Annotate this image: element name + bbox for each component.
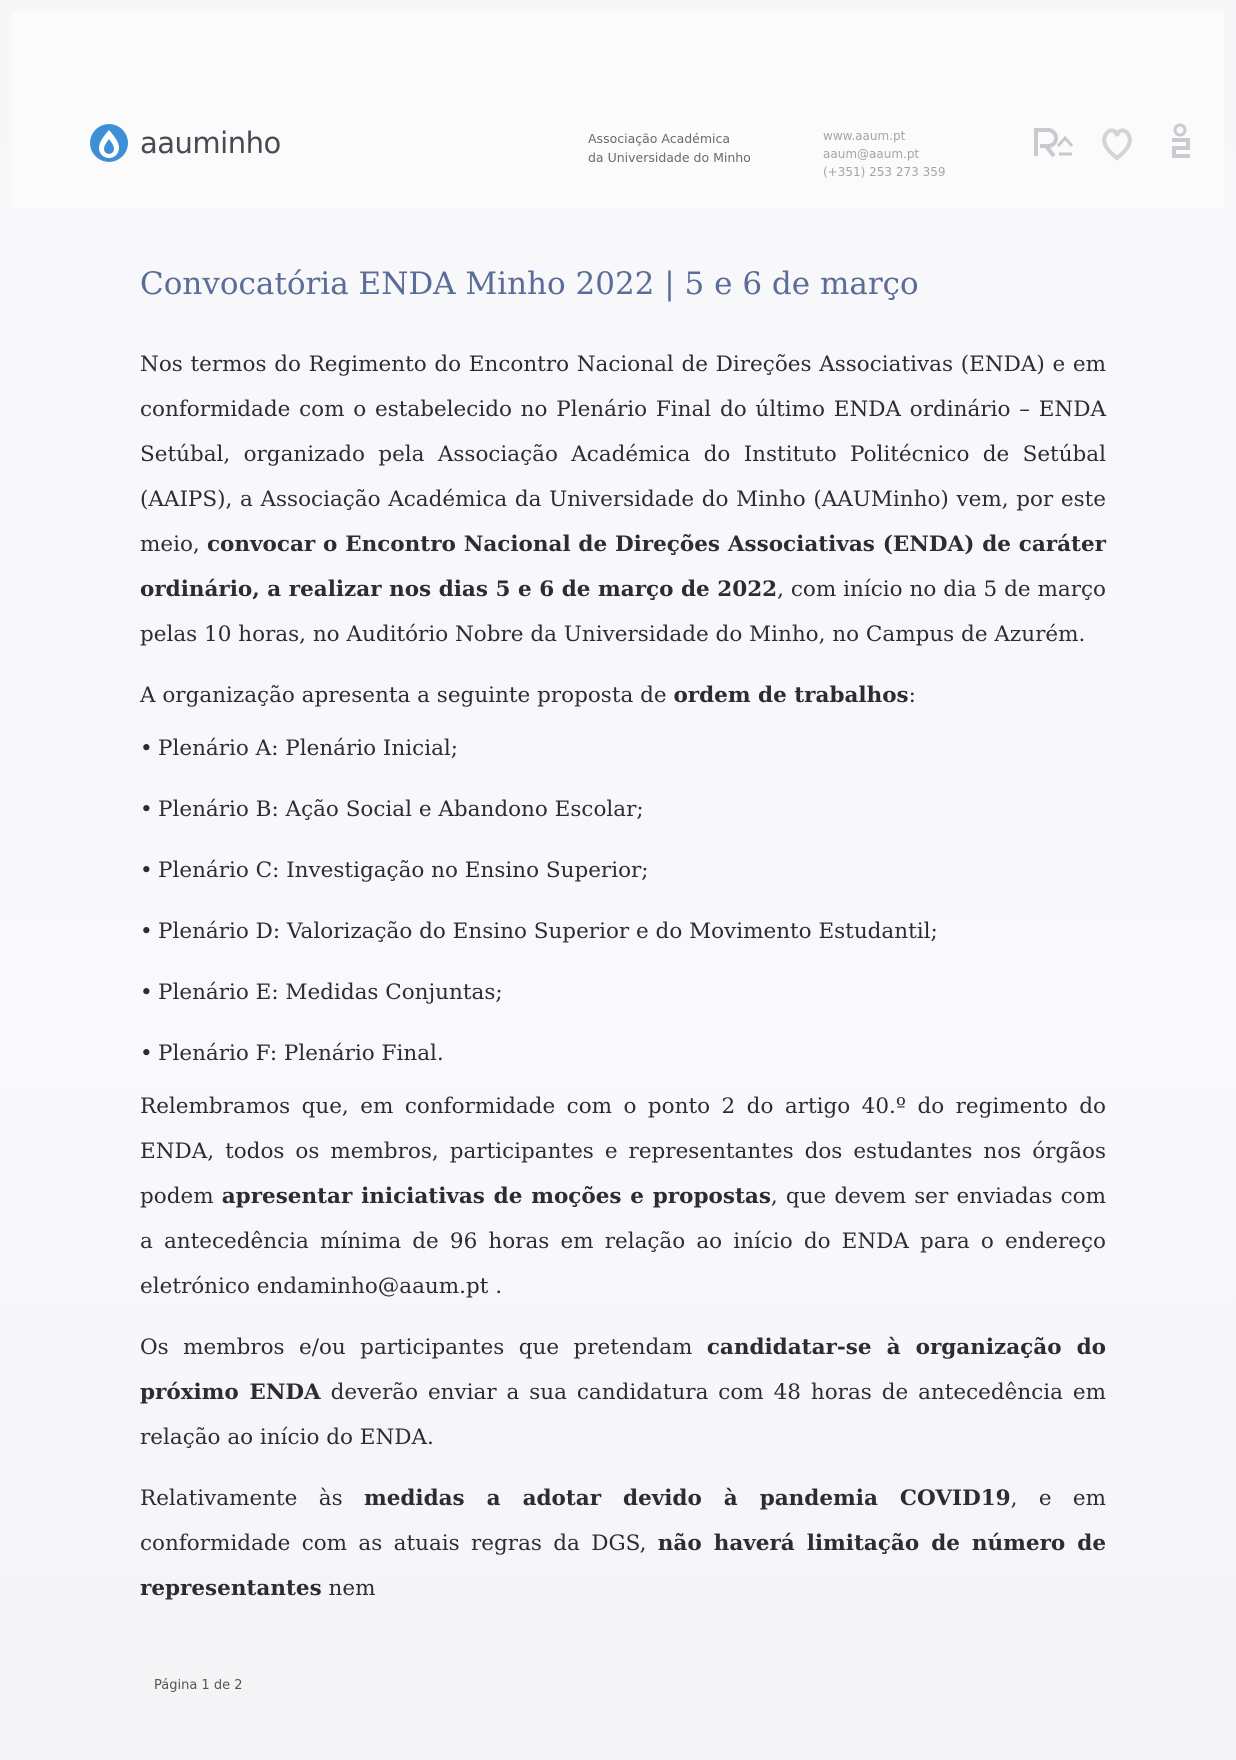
bold-span: convocar o Encontro Nacional de Direções Associativas (ENDA) de caráter ordinário, a realizar nos dias 5 e 6 de março de 2022 [140, 532, 1106, 602]
agenda-item-label: Plenário C: Investigação no Ensino Superior; [158, 858, 649, 883]
text-span: , e em conformidade com as atuais regras da DGS, [140, 1486, 1106, 1556]
bold-span: medidas a adotar devido à pandemia COVID19 [363, 1486, 1011, 1511]
r-mark-icon [1032, 122, 1074, 162]
document-body [140, 342, 1106, 1611]
figure-mark-icon [1160, 122, 1202, 162]
agenda-item-label: Plenário E: Medidas Conjuntas; [158, 980, 503, 1005]
bullet: • [140, 858, 153, 883]
agenda-item-label: Plenário B: Ação Social e Abandono Escolar; [158, 797, 644, 822]
paragraph-agenda-intro [140, 673, 1106, 718]
bullet: • [140, 980, 153, 1005]
aauminho-emblem-icon [88, 122, 130, 164]
org-line-2: da Universidade do Minho [588, 150, 751, 165]
text-span: nem [321, 1576, 376, 1601]
logo-text: aauminho [140, 126, 281, 160]
list-item [140, 901, 1106, 962]
bullet: • [140, 1041, 153, 1066]
paragraph-candidacy [140, 1325, 1106, 1460]
agenda-item-label: Plenário D: Valorização do Ensino Superior e do Movimento Estudantil; [158, 919, 938, 944]
list-item [140, 962, 1106, 1023]
partner-marks [1032, 122, 1202, 162]
organization-name [588, 129, 751, 167]
bullet: • [140, 797, 153, 822]
aauminho-logo [88, 122, 281, 164]
email: aaum@aaum.pt [823, 147, 920, 161]
list-item [140, 779, 1106, 840]
website: www.aaum.pt [823, 129, 906, 143]
letterhead [12, 12, 1224, 208]
bullet: • [140, 736, 153, 761]
agenda-item-label: Plenário F: Plenário Final. [158, 1041, 444, 1066]
heart-mark-icon [1096, 122, 1138, 162]
text-span: , que devem ser enviadas com a antecedência mínima de 96 horas em relação ao início do ENDA para o endereço eletrónico endaminho@aaum.pt . [140, 1184, 1106, 1299]
text-span: , com início no dia 5 de março pelas 10 horas, no Auditório Nobre da Universidade do Minho, no Campus de Azurém. [140, 577, 1106, 647]
text-span: Os membros e/ou participantes que pretendam [140, 1335, 707, 1360]
agenda-item-label: Plenário A: Plenário Inicial; [158, 736, 459, 761]
org-line-1: Associação Académica [588, 131, 731, 146]
paragraph-covid [140, 1476, 1106, 1611]
contact-info [823, 127, 945, 181]
bullet: • [140, 919, 153, 944]
text-span: Nos termos do Regimento do Encontro Nacional de Direções Associativas (ENDA) e em conformidade com o estabelecido no Plenário Final do último ENDA ordinário – ENDA Setúbal, organizado pela Associação Académica do Instituto Politécnico de Setúbal (AAIPS), a Associação Académica da Universidade do Minho (AAUMinho) vem, por este meio, [140, 352, 1106, 557]
paragraph-proposals [140, 1084, 1106, 1309]
text-span: : [908, 683, 916, 708]
bold-span: apresentar iniciativas de moções e propostas [221, 1184, 771, 1209]
text-span: Relativamente às [140, 1486, 364, 1511]
paragraph-convocation [140, 342, 1106, 657]
text-span: Relembramos que, em conformidade com o ponto 2 do artigo 40.º do regimento do ENDA, todos os membros, participantes e representantes dos estudantes nos órgãos podem [140, 1094, 1106, 1209]
text-span: A organização apresenta a seguinte proposta de [140, 683, 674, 708]
text-span: deverão enviar a sua candidatura com 48 horas de antecedência em relação ao início do ENDA. [140, 1380, 1106, 1450]
list-item [140, 840, 1106, 901]
agenda-list [140, 718, 1106, 1084]
list-item [140, 718, 1106, 779]
bold-span: candidatar-se à organização do próximo ENDA [140, 1335, 1106, 1405]
phone: (+351) 253 273 359 [823, 165, 946, 179]
bold-span: ordem de trabalhos [673, 683, 909, 708]
document-title: Convocatória ENDA Minho 2022 | 5 e 6 de março [140, 266, 919, 302]
page-number: Página 1 de 2 [154, 1678, 243, 1693]
bold-span: não haverá limitação de número de representantes [140, 1531, 1106, 1601]
list-item [140, 1023, 1106, 1084]
